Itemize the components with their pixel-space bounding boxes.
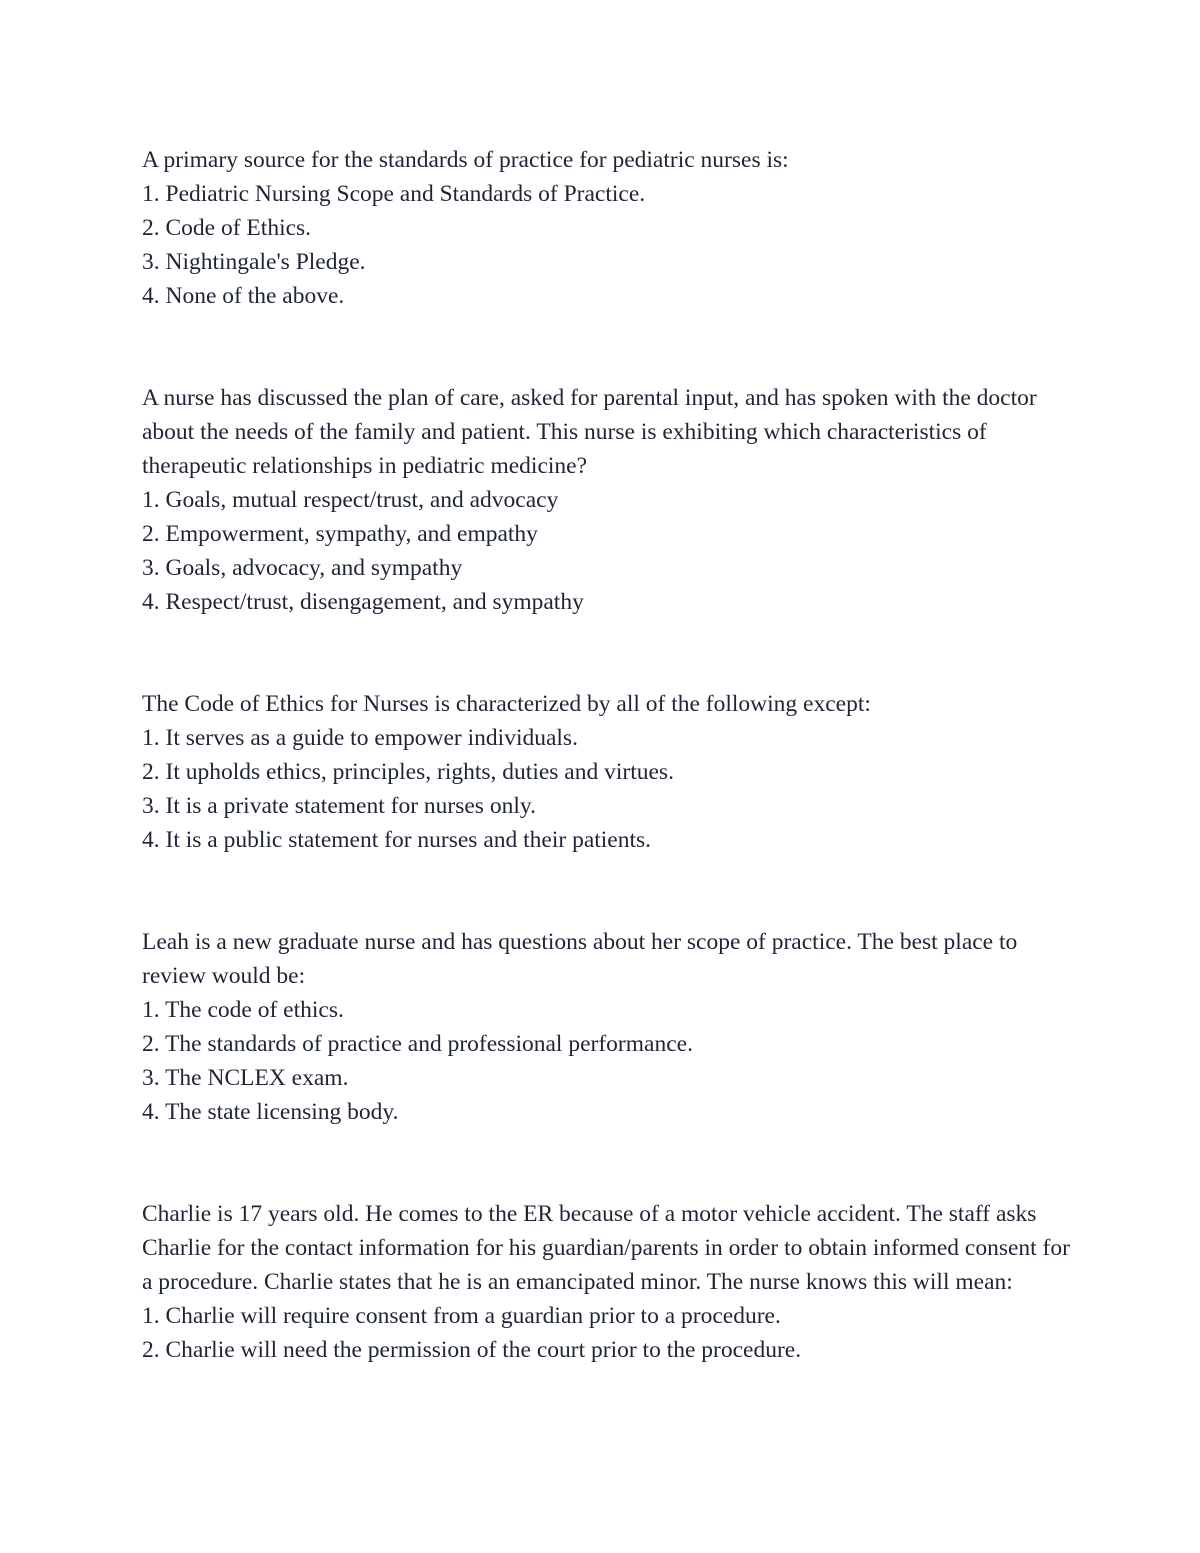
answer-option: 4. The state licensing body. bbox=[142, 1099, 399, 1125]
answer-option: 3. Goals, advocacy, and sympathy bbox=[142, 555, 463, 581]
answer-option: 1. It serves as a guide to empower individuals. bbox=[142, 725, 578, 751]
answer-option: 1. Pediatric Nursing Scope and Standards of Practice. bbox=[142, 181, 646, 207]
question-5 bbox=[142, 1197, 1082, 1367]
answer-option: 3. It is a private statement for nurses only. bbox=[142, 793, 536, 819]
answer-option: 4. It is a public statement for nurses and their patients. bbox=[142, 827, 652, 853]
answer-option: 4. None of the above. bbox=[142, 283, 345, 309]
answer-option: 4. Respect/trust, disengagement, and sympathy bbox=[142, 589, 584, 615]
question-2 bbox=[142, 381, 1082, 619]
question-4 bbox=[142, 925, 1082, 1129]
answer-options bbox=[142, 177, 1082, 313]
answer-option: 2. Empowerment, sympathy, and empathy bbox=[142, 521, 538, 547]
answer-options bbox=[142, 993, 1082, 1129]
answer-option: 2. Code of Ethics. bbox=[142, 215, 312, 241]
answer-option: 1. Charlie will require consent from a guardian prior to a procedure. bbox=[142, 1303, 781, 1329]
question-stem: Leah is a new graduate nurse and has questions about her scope of practice. The best place to review would be: bbox=[142, 929, 1018, 989]
answer-options bbox=[142, 483, 1082, 619]
question-stem: The Code of Ethics for Nurses is characterized by all of the following except: bbox=[142, 691, 871, 717]
answer-option: 2. It upholds ethics, principles, rights, duties and virtues. bbox=[142, 759, 674, 785]
question-1 bbox=[142, 143, 1082, 313]
answer-option: 2. The standards of practice and professional performance. bbox=[142, 1031, 693, 1057]
document-body bbox=[142, 143, 1082, 1367]
answer-options bbox=[142, 721, 1082, 857]
question-stem: Charlie is 17 years old. He comes to the ER because of a motor vehicle accident. The staff asks Charlie for the contact information for his guardian/parents in order to obtain informed consent for a procedure. Charlie states that he is an emancipated minor. The nurse knows this will mean: bbox=[142, 1201, 1070, 1295]
answer-options bbox=[142, 1299, 1082, 1367]
answer-option: 2. Charlie will need the permission of the court prior to the procedure. bbox=[142, 1337, 802, 1363]
question-stem: A primary source for the standards of practice for pediatric nurses is: bbox=[142, 147, 789, 173]
answer-option: 3. Nightingale's Pledge. bbox=[142, 249, 366, 275]
answer-option: 1. Goals, mutual respect/trust, and advocacy bbox=[142, 487, 559, 513]
question-stem: A nurse has discussed the plan of care, asked for parental input, and has spoken with the doctor about the needs of the family and patient. This nurse is exhibiting which characteristics of therapeutic relationships in pediatric medicine? bbox=[142, 385, 1037, 479]
answer-option: 1. The code of ethics. bbox=[142, 997, 344, 1023]
question-3 bbox=[142, 687, 1082, 857]
answer-option: 3. The NCLEX exam. bbox=[142, 1065, 349, 1091]
